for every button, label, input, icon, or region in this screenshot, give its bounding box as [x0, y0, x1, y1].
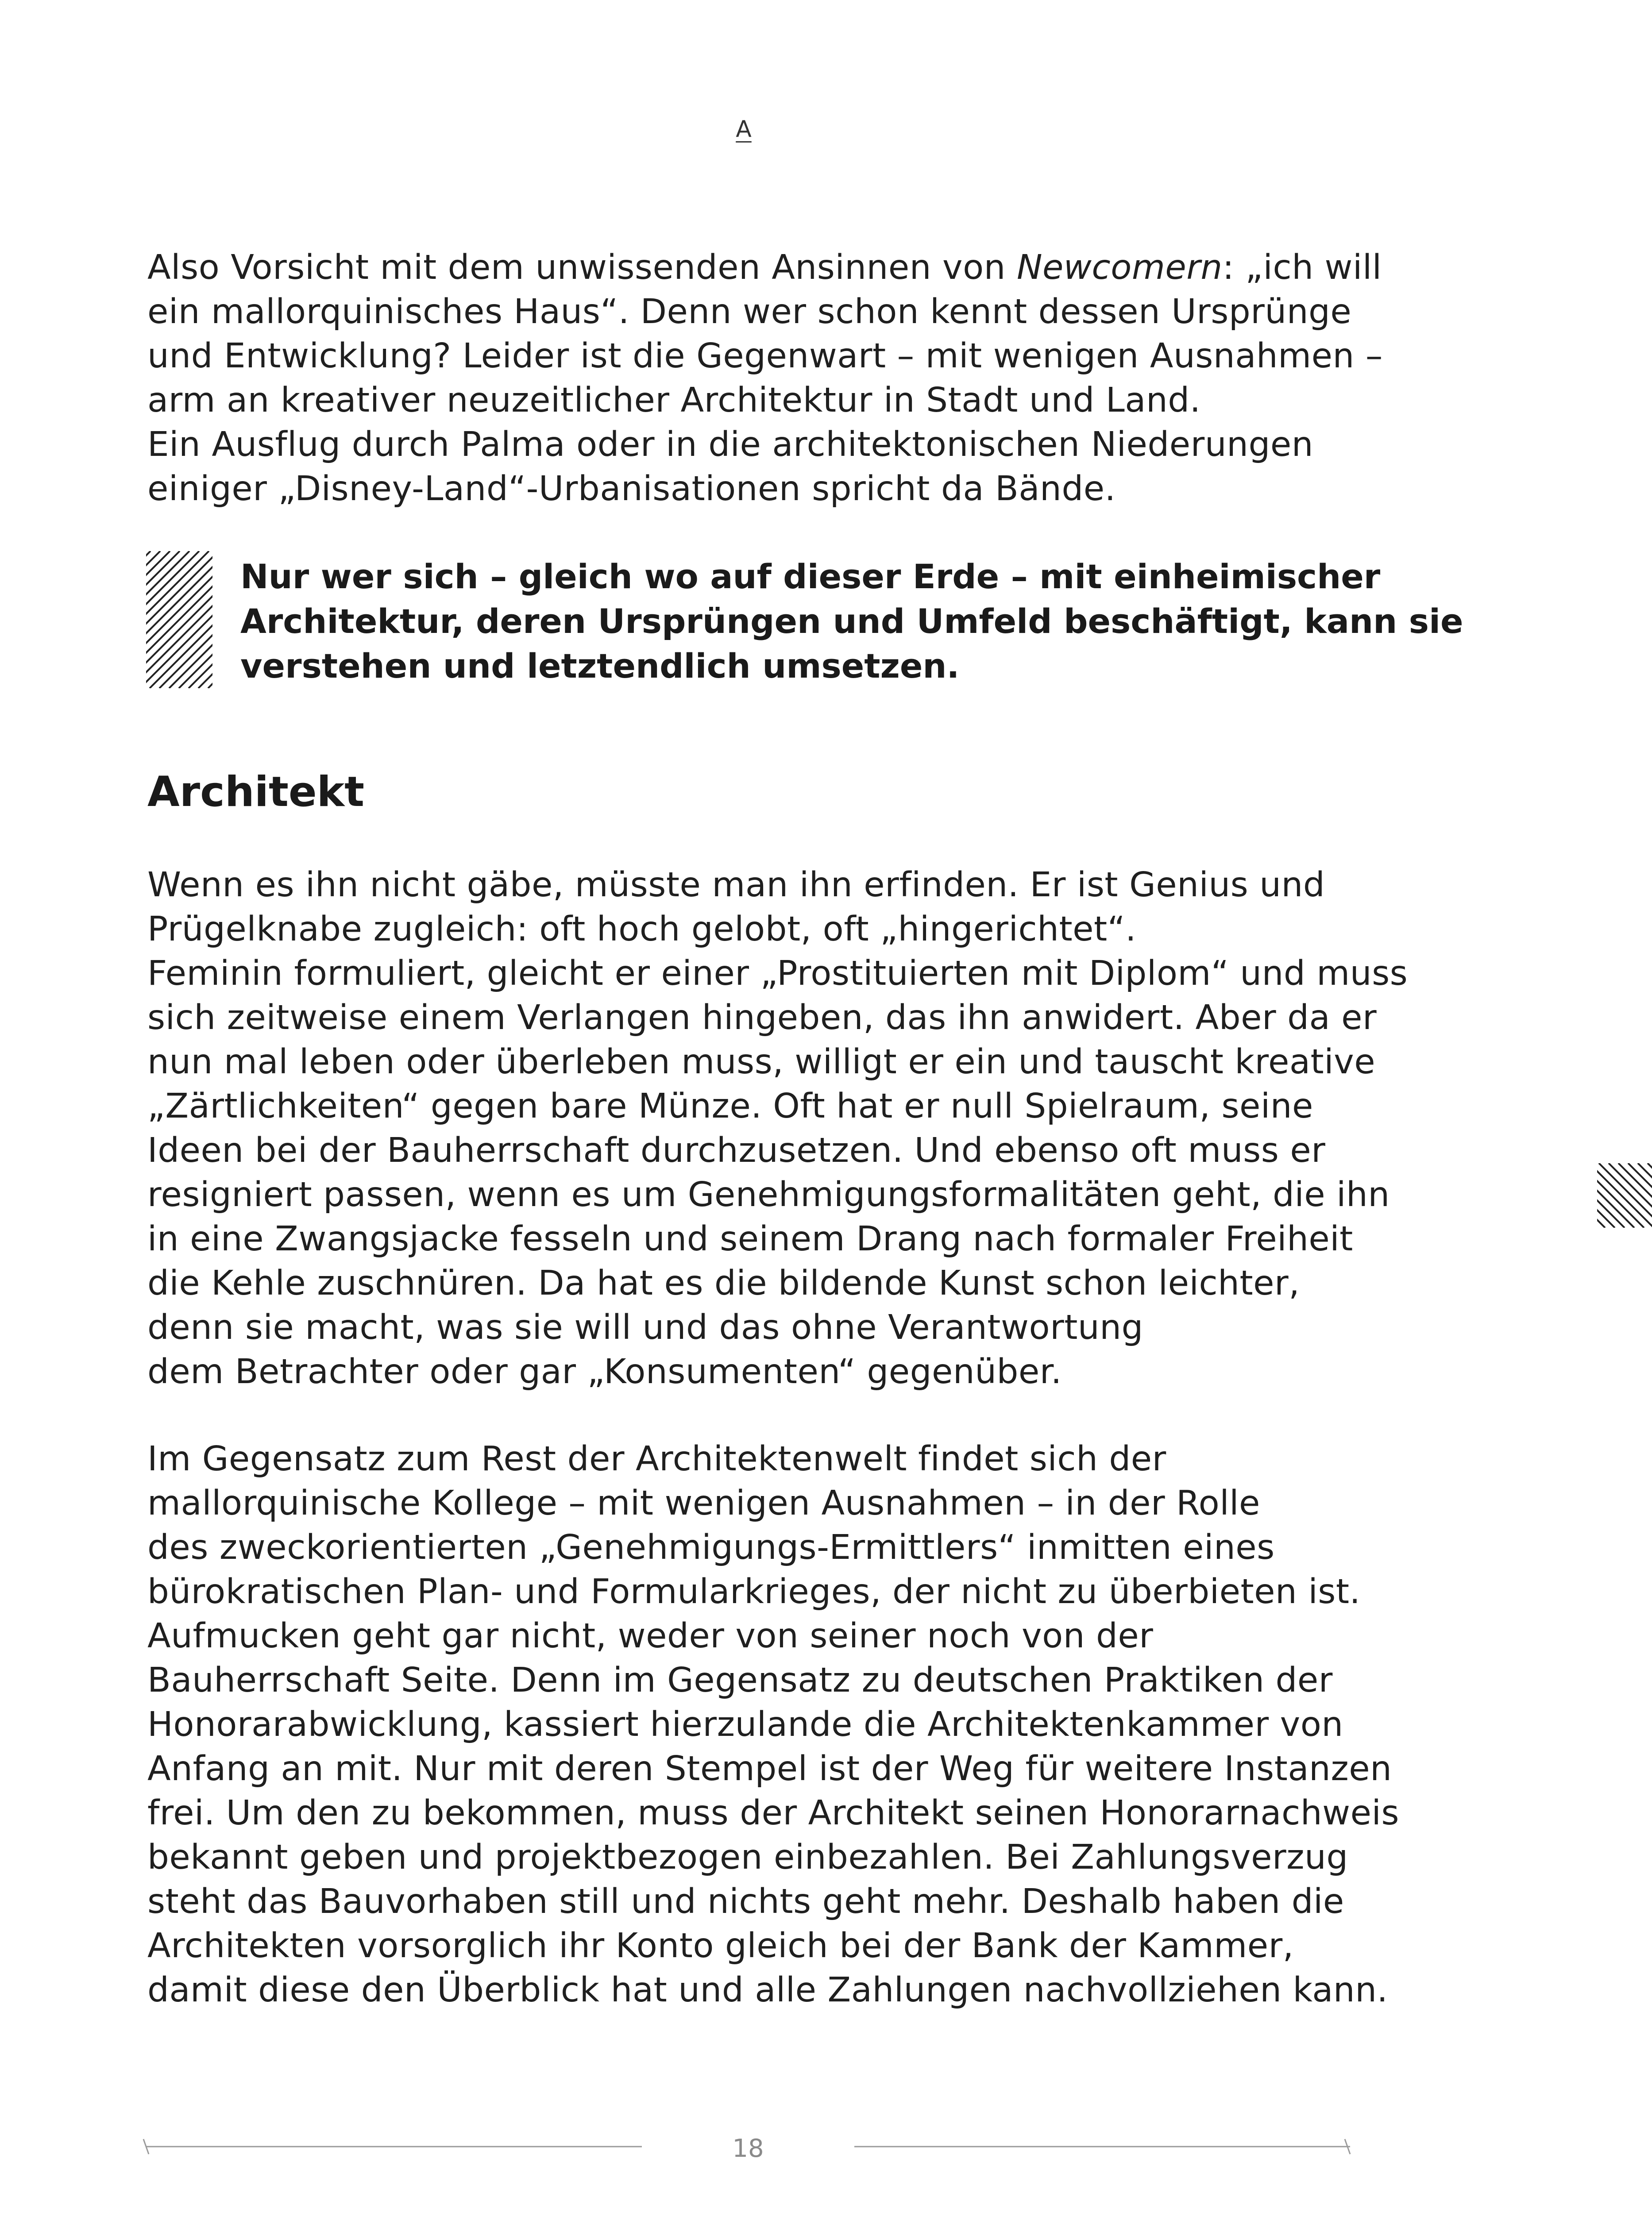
- body-line: Architekten vorsorglich ihr Konto gleich bei der Bank der Kammer,: [147, 1926, 1294, 1966]
- body-line: mallorquinische Kollege – mit wenigen Ausnahmen – in der Rolle: [147, 1484, 1260, 1523]
- intro-line: ein mallorquinisches Haus“. Denn wer schon kennt dessen Ursprünge: [147, 292, 1352, 332]
- section-heading: Architekt: [147, 768, 365, 816]
- body-line: Wenn es ihn nicht gäbe, müsste man ihn erfinden. Er ist Genius und: [147, 865, 1325, 905]
- body-line: bürokratischen Plan- und Formularkrieges, der nicht zu überbieten ist.: [147, 1572, 1361, 1612]
- intro-line-1: Also Vorsicht mit dem unwissenden Ansinnen von Newcomern: „ich will: [147, 248, 1382, 287]
- body-line: sich zeitweise einem Verlangen hingeben, das ihn anwidert. Aber da er: [147, 998, 1377, 1037]
- body-line: des zweckorientierten „Genehmigungs-Ermittlers“ inmitten eines: [147, 1528, 1275, 1567]
- hatch-marker-icon: [1597, 1163, 1652, 1228]
- pull-quote: [240, 554, 1463, 688]
- body-line: Bauherrschaft Seite. Denn im Gegensatz zu deutschen Praktiken der: [147, 1661, 1333, 1700]
- body-line: Im Gegensatz zum Rest der Architektenwelt findet sich der: [147, 1439, 1166, 1479]
- body-line: dem Betrachter oder gar „Konsumenten“ gegenüber.: [147, 1352, 1062, 1392]
- body-line: Ideen bei der Bauherrschaft durchzusetzen. Und ebenso oft muss er: [147, 1131, 1326, 1170]
- body-paragraph-1: [147, 863, 1408, 1394]
- body-line: Anfang an mit. Nur mit deren Stempel ist der Weg für weitere Instanzen: [147, 1749, 1392, 1789]
- body-line: steht das Bauvorhaben still und nichts geht mehr. Deshalb haben die: [147, 1882, 1344, 1921]
- intro-line: Ein Ausflug durch Palma oder in die architektonischen Niederungen: [147, 425, 1313, 464]
- quote-line: Nur wer sich – gleich wo auf dieser Erde – mit einheimischer: [240, 557, 1381, 596]
- body-line: „Zärtlichkeiten“ gegen bare Münze. Oft hat er null Spielraum, seine: [147, 1087, 1313, 1126]
- quote-line: verstehen und letztendlich umsetzen.: [240, 646, 960, 686]
- body-line: denn sie macht, was sie will und das ohne Verantwortung: [147, 1308, 1143, 1347]
- footer-rule-right: [850, 2136, 1359, 2158]
- quote-line: Architektur, deren Ursprüngen und Umfeld beschäftigt, kann sie: [240, 601, 1463, 641]
- body-paragraph-2: [147, 1437, 1399, 2013]
- page-number: 18: [732, 2134, 764, 2163]
- body-line: resigniert passen, wenn es um Genehmigungsformalitäten geht, die ihn: [147, 1175, 1390, 1214]
- section-letter: A: [736, 116, 752, 143]
- footer-rule-left: [137, 2136, 646, 2158]
- body-line: frei. Um den zu bekommen, muss der Architekt seinen Honorarnachweis: [147, 1793, 1399, 1833]
- hatch-pattern-icon: [146, 551, 212, 688]
- body-line: in eine Zwangsjacke fesseln und seinem Drang nach formaler Freiheit: [147, 1219, 1353, 1259]
- body-line: Feminin formuliert, gleicht er einer „Prostituierten mit Diplom“ und muss: [147, 954, 1408, 993]
- body-line: die Kehle zuschnüren. Da hat es die bildende Kunst schon leichter,: [147, 1264, 1300, 1303]
- emphasis-newcomern: Newcomern: [1016, 248, 1223, 287]
- body-line: bekannt geben und projektbezogen einbezahlen. Bei Zahlungsverzug: [147, 1838, 1348, 1877]
- body-line: Honorarabwicklung, kassiert hierzulande die Architektenkammer von: [147, 1705, 1343, 1744]
- body-line: Prügelknabe zugleich: oft hoch gelobt, oft „hingerichtet“.: [147, 910, 1137, 949]
- body-line: nun mal leben oder überleben muss, willigt er ein und tauscht kreative: [147, 1042, 1376, 1082]
- body-line: damit diese den Überblick hat und alle Zahlungen nachvollziehen kann.: [147, 1970, 1388, 2010]
- intro-line: und Entwicklung? Leider ist die Gegenwart – mit wenigen Ausnahmen –: [147, 336, 1383, 376]
- intro-line: einiger „Disney-Land“-Urbanisationen spricht da Bände.: [147, 469, 1116, 509]
- intro-line: arm an kreativer neuzeitlicher Architektur in Stadt und Land.: [147, 381, 1201, 420]
- body-line: Aufmucken geht gar nicht, weder von seiner noch von der: [147, 1616, 1154, 1656]
- intro-paragraph: [147, 246, 1387, 511]
